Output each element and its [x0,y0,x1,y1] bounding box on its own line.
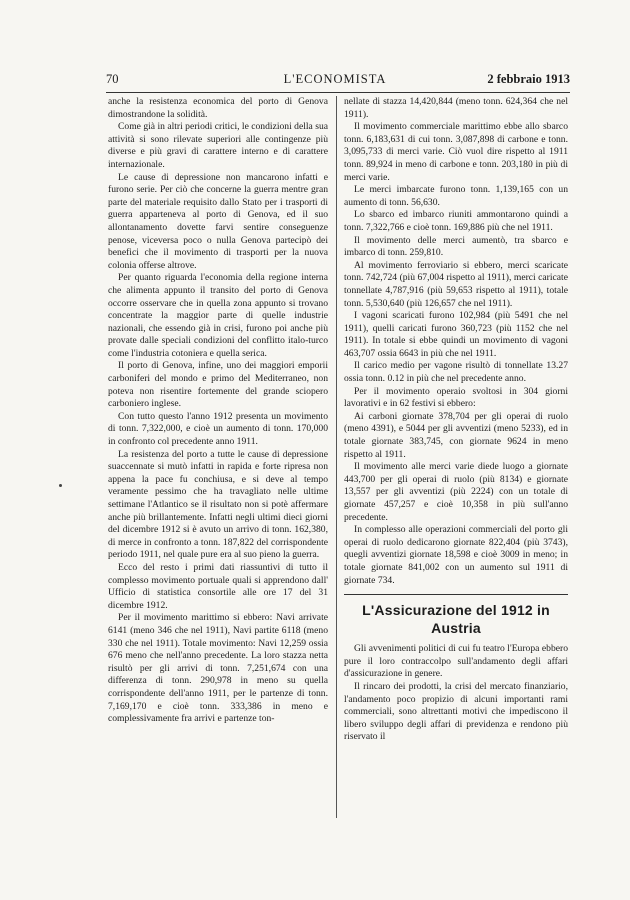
margin-mark [59,484,62,487]
paragraph: I vagoni scaricati furono 102,984 (più 5491 che nel 1911), quelli caricati furono 360,723 (più 1152 che nel 1911). In totale si ebbe quindi un movimento di vagoni 463,707 ossia 6643 in più che nel 1911. [344,310,568,359]
paragraph: Come già in altri periodi critici, le condizioni della sua attività si sono rilevate superiori alle contingenze più diverse e più gravi di carattere interno e di carattere internazionale. [108,121,328,170]
right-column [344,96,568,744]
paragraph: Gli avvenimenti politici di cui fu teatro l'Europa ebbero pure il loro contraccolpo sull'andamento degli affari d'assicurazione in genere. [344,643,568,680]
paragraph: Il movimento alle merci varie diede luogo a giornate 443,700 per gli operai di ruolo (più 8134) e giornate 13,557 per gli avventizi (più 2224) con un totale di giornate 457,257 e cioè 10,358 in più sull'anno precedente. [344,461,568,523]
paragraph: Per quanto riguarda l'economia della regione interna che alimenta appunto il transito del porto di Genova occorre osservare che in quella zona appunto si trovano concentrate la maggior parte di quelle industrie nazionali, che essendo già in crisi, furono poi anche più provate dalle speciali condizioni del conflitto italo-turco come l'industria cotoniera e quella serica. [108,272,328,359]
paragraph: Le cause di depressione non mancarono infatti e furono serie. Per ciò che concerne la guerra mentre gran parte del materiale requisito dallo Stato per i trasporti di guerra apparteneva al porto di Genova, ed il suo allontanamento dovette farvi sentire conseguenze penose, viceversa poco o nulla Genova partecipò dei benefici che il movimento di trasporti per la nuova colonia offerse altrove. [108,171,328,271]
paragraph: Per il movimento operaio svoltosi in 304 giorni lavorativi e in 62 festivi si ebbero: [344,385,568,410]
paragraph: anche la resistenza economica del porto di Genova dimostrandone la solidità. [108,96,328,120]
paragraph: In complesso alle operazioni commerciali del porto gli operai di ruolo dedicarono giornate 822,404 (più 3743), quegli avventizi giornate 18,598 e cioè 3009 in meno; in totale giornate 841,002 con un aumento sul 1911 di giornate 734. [344,524,568,586]
paragraph: Il carico medio per vagone risultò di tonnellate 13.27 ossia tonn. 0.12 in più che nel precedente anno. [344,360,568,385]
paragraph: Il porto di Genova, infine, uno dei maggiori emporii carboniferi del mondo e primo del Mediterraneo, non poteva non risentire fortemente del grande sciopero carboniero inglese. [108,360,328,410]
section-title: L'Assicurazione del 1912 in Austria [362,602,550,637]
paragraph: Per il movimento marittimo si ebbero: Navi arrivate 6141 (meno 346 che nel 1911), Navi partite 6118 (meno 330 che nel 1911). Totale movimento: Navi 12,259 ossia 676 meno che nell'anno precedente. La loro stazza netta risultò per gli arrivi di tonn. 7,251,674 con una differenza di tonn. 290,978 in meno su quella corrispondente dell'anno 1911, per le partenze di tonn. 7,169,170 e cioè tonn. 333,386 in meno e complessivamente fra arrivi e partenze ton- [108,612,328,725]
paragraph: Lo sbarco ed imbarco riuniti ammontarono quindi a tonn. 7,322,766 e cioè tonn. 169,886 più che nel 1911. [344,209,568,233]
paragraph: Il movimento delle merci aumentò, tra sbarco e imbarco di tonn. 259,810. [344,234,568,259]
column-divider [336,96,337,818]
journal-title: L'ECONOMISTA [283,72,387,86]
paragraph: nellate di stazza 14,420,844 (meno tonn. 624,364 che nel 1911). [344,96,568,120]
issue-date: 2 febbraio 1913 [487,72,570,86]
paragraph: Le merci imbarcate furono tonn. 1,139,165 con un aumento di tonn. 56,630. [344,184,568,208]
paragraph: Ecco del resto i primi dati riassuntivi di tutto il complesso movimento portuale quali si apprendono dall' Ufficio di statistica consortile alle ore 17 del 31 dicembre 1912. [108,561,328,611]
paragraph: La resistenza del porto a tutte le cause di depressione suaccennate si mutò infatti in rapida e forte ripresa non appena la pace fu conchiusa, e si deve al tempo veramente pessimo che ha travagliato nelle ultime settimane l'Atlantico se il risultato non si potè affermare anche più brillantemente. Infatti negli ultimi dieci giorni del dicembre 1912 si è avuto un arrivo di tonn. 162,380, di merce in confronto a tonn. 187,822 del corrispondente periodo 1911, nel quale pure era al suo pieno la guerra. [108,448,328,561]
section-rule [344,594,568,595]
page-number: 70 [106,72,119,86]
paragraph: Il rincaro dei prodotti, la crisi del mercato finanziario, l'andamento poco propizio di alcuni importanti rami commerciali, sono altrettanti motivi che impediscono il libero sviluppo degli affari di previdenza e rendono più riservato il [344,680,568,743]
paragraph: Al movimento ferroviario si ebbero, merci scaricate tonn. 742,724 (più 67,004 rispetto al 1911), merci caricate tonnellate 4,787,916 (più 59,653 rispetto al 1911), totale tonn. 5,530,640 (più 126,657 che nel 1911). [344,259,568,309]
left-column [108,96,328,726]
paragraph: Con tutto questo l'anno 1912 presenta un movimento di tonn. 7,322,000, e cioè un aumento di tonn. 170,000 in confronto col precedente anno 1911. [108,410,328,448]
paragraph: Ai carboni giornate 378,704 per gli operai di ruolo (meno 4391), e 5044 per gli avventizi (meno 5233), ed in totale giornate 383,745, con giornate 9624 in meno rispetto al 1911. [344,410,568,460]
paragraph: Il movimento commerciale marittimo ebbe allo sbarco tonn. 6,183,631 di cui tonn. 3,087,898 di carbone e tonn. 3,095,733 di merci varie. Ciò vuol dire rispetto al 1911 tonn. 89,924 in meno di carbone e tonn. 203,180 in più di merci varie. [344,121,568,183]
page-header [100,72,570,88]
header-rule [106,92,570,93]
